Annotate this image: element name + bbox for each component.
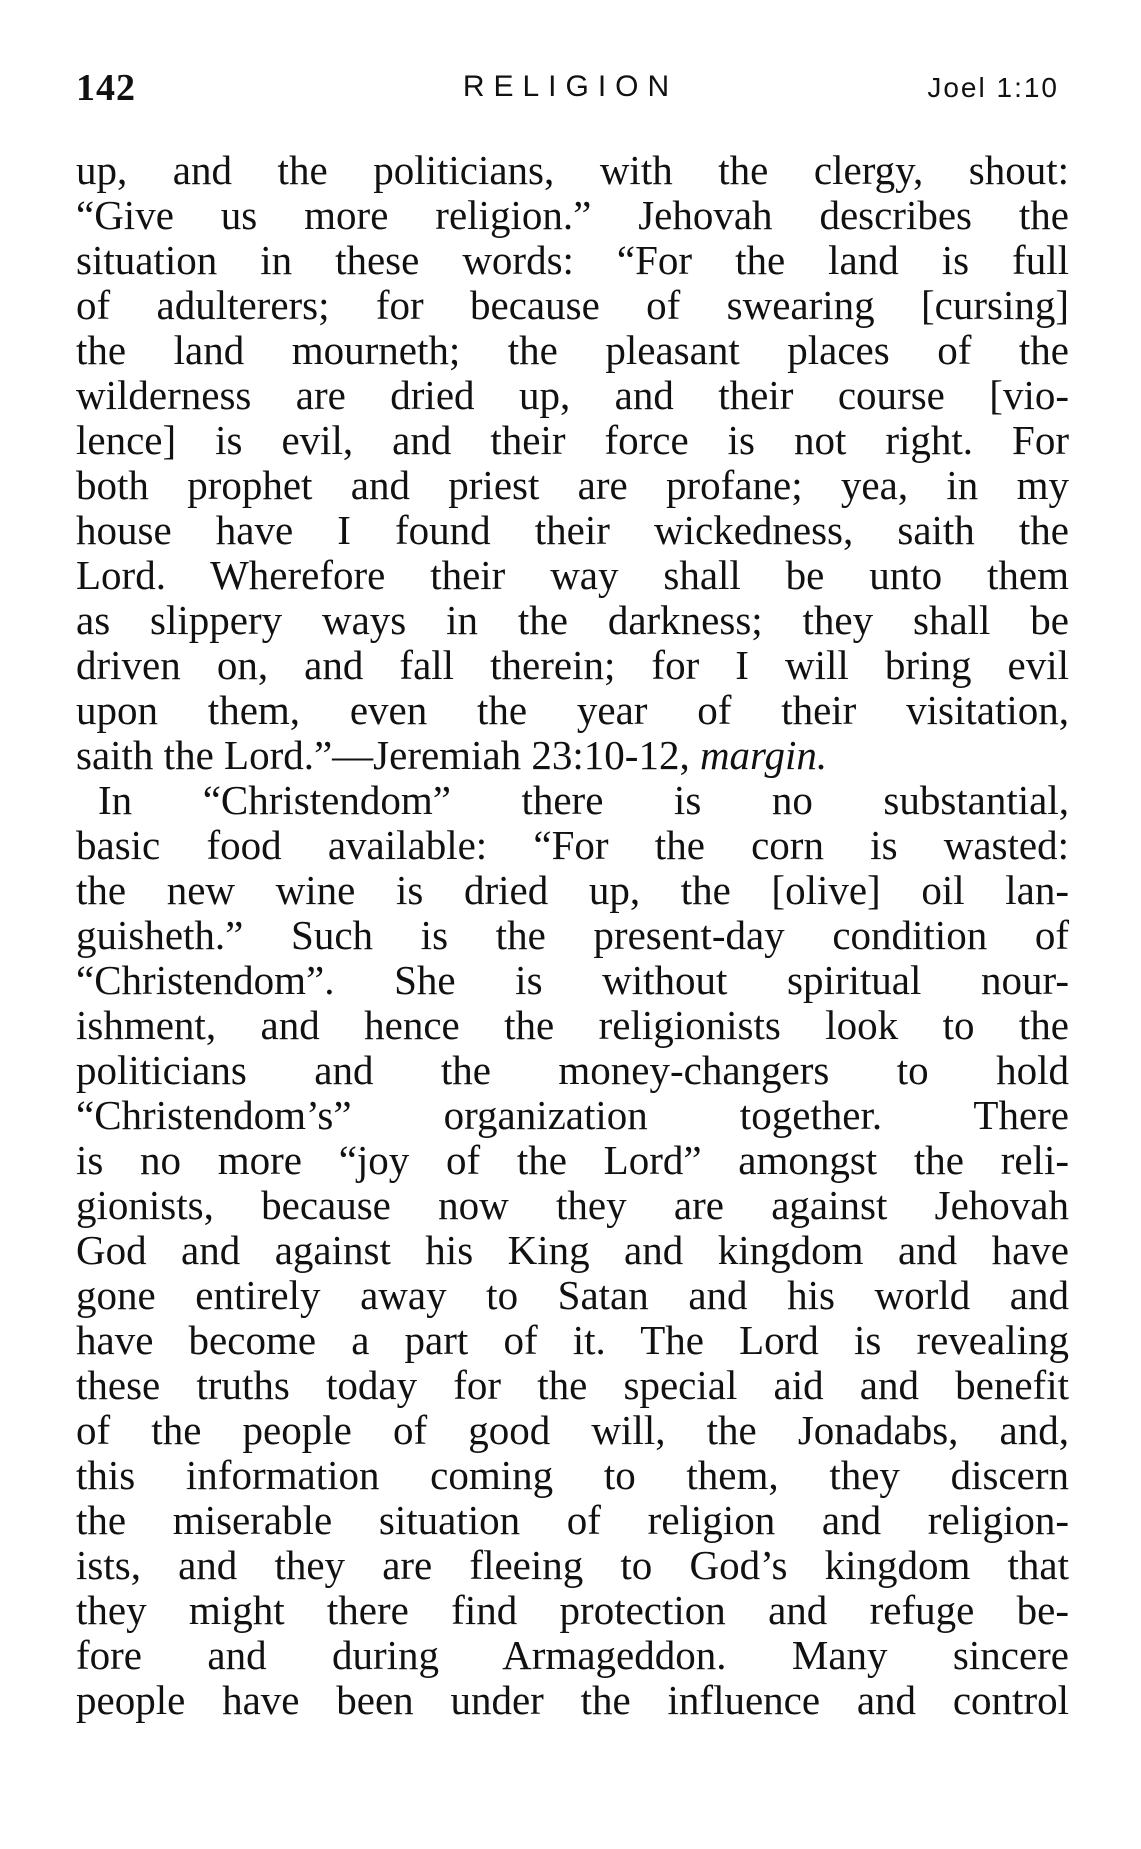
text-line: is no more “joy of the Lord” amongst the reli- (76, 1137, 1069, 1183)
text-line: of adulterers; for because of swearing [cursing] (76, 282, 1069, 328)
text-line: wilderness are dried up, and their course [vio- (76, 372, 1069, 418)
text-line: upon them, even the year of their visitation, (76, 687, 1069, 733)
text-line: “Christendom”. She is without spiritual nour- (76, 957, 1069, 1003)
text-line: of the people of good will, the Jonadabs, and, (76, 1407, 1069, 1453)
text-line: “Give us more religion.” Jehovah describes the (76, 192, 1069, 238)
text-line: they might there find protection and refuge be- (76, 1587, 1069, 1633)
section-title: RELIGION (462, 70, 679, 103)
text-line: “Christendom’s” organization together. There (76, 1092, 1069, 1138)
text-line: this information coming to them, they discern (76, 1452, 1069, 1498)
text-line: as slippery ways in the darkness; they shall be (76, 597, 1069, 643)
text-line: the miserable situation of religion and religion- (76, 1497, 1069, 1543)
text-line: have become a part of it. The Lord is revealing (76, 1317, 1069, 1363)
running-head (76, 66, 1065, 116)
text-line: the land mourneth; the pleasant places of the (76, 327, 1069, 373)
text-line: fore and during Armageddon. Many sincere (76, 1632, 1069, 1678)
text-line: Lord. Wherefore their way shall be unto them (76, 552, 1069, 598)
scripture-reference: Joel 1:10 (927, 72, 1059, 103)
citation-text: saith the Lord.”—Jeremiah 23:10-12, (76, 732, 690, 778)
text-line: situation in these words: “For the land is full (76, 237, 1069, 283)
text-line: gone entirely away to Satan and his world and (76, 1272, 1069, 1318)
citation-line (76, 733, 1069, 778)
text-line: politicians and the money-changers to hold (76, 1047, 1069, 1093)
text-line: the new wine is dried up, the [olive] oil lan- (76, 867, 1069, 913)
paragraph-first-line: In “Christendom” there is no substantial, (98, 777, 1069, 823)
text-line: house have I found their wickedness, saith the (76, 507, 1069, 553)
text-line: these truths today for the special aid and benefit (76, 1362, 1069, 1408)
text-line: basic food available: “For the corn is wasted: (76, 822, 1069, 868)
text-line: up, and the politicians, with the clergy, shout: (76, 147, 1069, 193)
citation-note: margin. (699, 732, 828, 778)
text-line: driven on, and fall therein; for I will bring evil (76, 642, 1069, 688)
text-line: ishment, and hence the religionists look to the (76, 1002, 1069, 1048)
text-line: both prophet and priest are profane; yea, in my (76, 462, 1069, 508)
text-line: guisheth.” Such is the present-day condition of (76, 912, 1069, 958)
text-line: God and against his King and kingdom and have (76, 1227, 1069, 1273)
text-line: gionists, because now they are against Jehovah (76, 1182, 1069, 1228)
text-line: lence] is evil, and their force is not right. For (76, 417, 1069, 463)
body-text (76, 148, 1069, 1723)
text-line: people have been under the influence and control (76, 1677, 1069, 1723)
text-line: ists, and they are fleeing to God’s kingdom that (76, 1542, 1069, 1588)
page-number: 142 (76, 67, 136, 109)
